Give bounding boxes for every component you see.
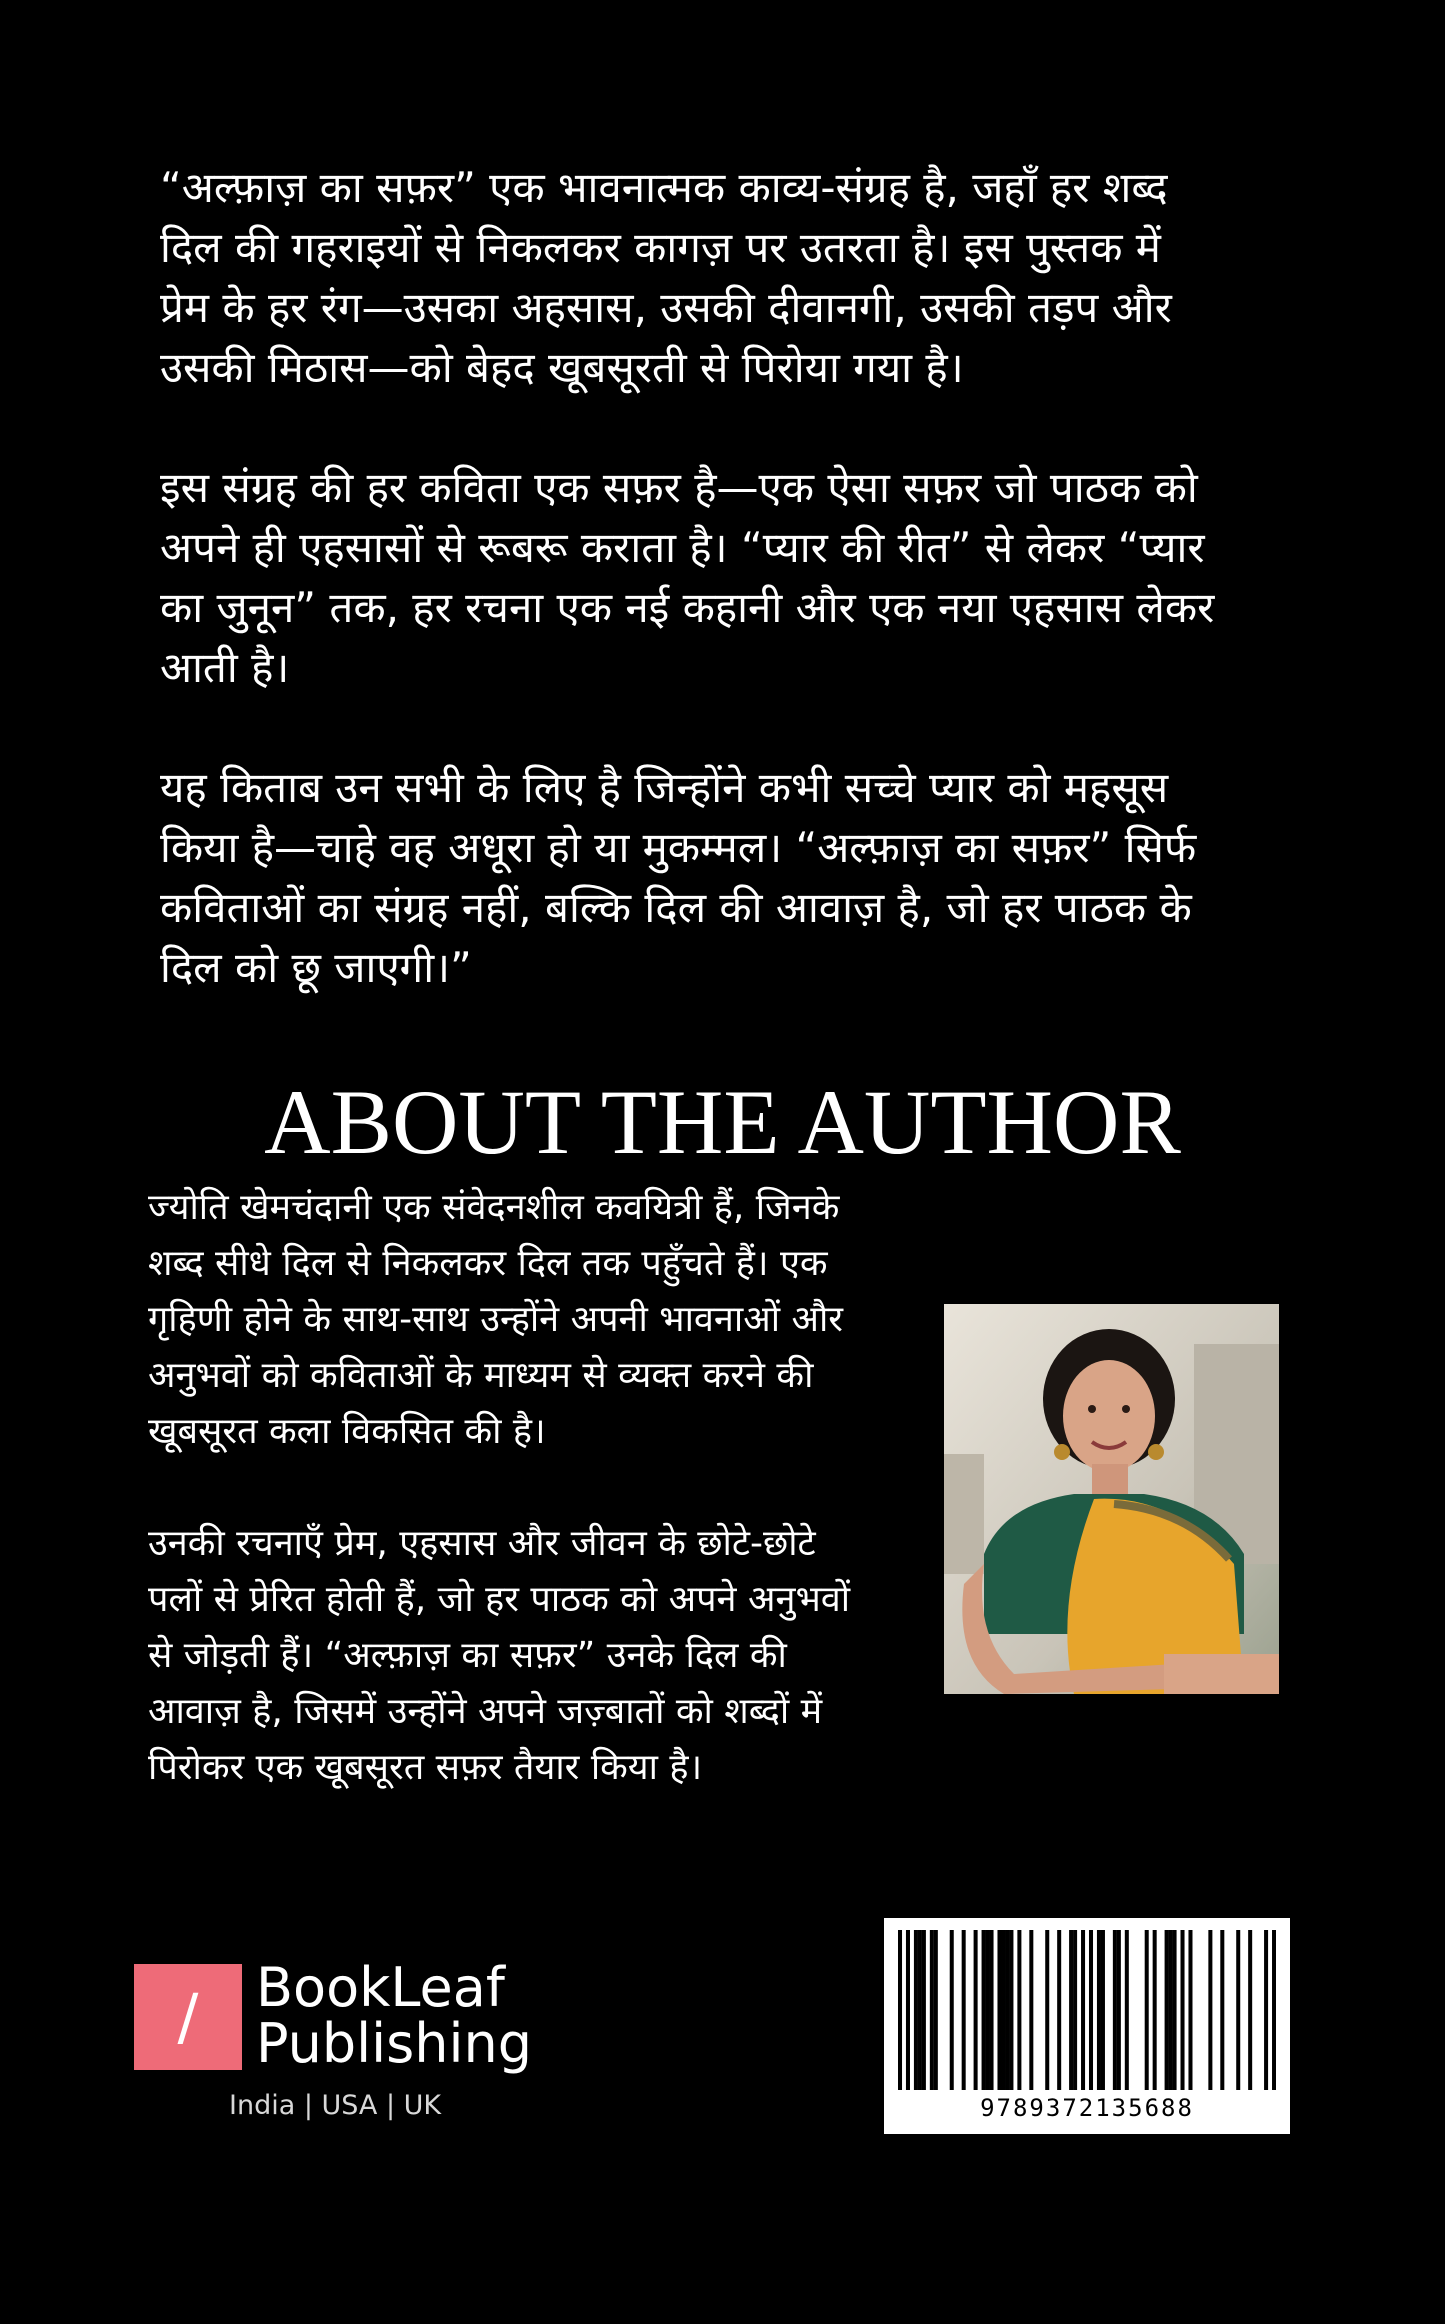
back-cover-blurb — [160, 158, 1220, 1058]
about-author-heading: ABOUT THE AUTHOR — [264, 1071, 1181, 1173]
barcode-bar — [1001, 1930, 1005, 2090]
barcode-bar — [1029, 1930, 1033, 2090]
barcode-bar — [990, 1930, 994, 2090]
author-portrait-illustration — [944, 1304, 1279, 1694]
barcode-bar — [1097, 1930, 1101, 2090]
barcode-bar — [974, 1930, 978, 2090]
isbn-number: 9789372135688 — [980, 2094, 1194, 2122]
barcode-bar — [1081, 1930, 1085, 2090]
barcode-bar — [1113, 1930, 1117, 2090]
barcode-bar — [986, 1930, 990, 2090]
isbn-barcode — [884, 1918, 1290, 2134]
barcode-bar — [950, 1930, 954, 2090]
barcode-bar — [930, 1930, 934, 2090]
barcode-bar — [1145, 1930, 1149, 2090]
barcode-bar — [934, 1930, 938, 2090]
publisher-name — [256, 1956, 532, 2075]
barcode-bar — [962, 1930, 966, 2090]
barcode-bar — [1188, 1930, 1192, 2090]
barcode-bar — [1057, 1930, 1061, 2090]
author-bio-paragraph-1: ज्योति खेमचंदानी एक संवेदनशील कवयित्री हैं, जिनके शब्द सीधे दिल से निकलकर दिल तक पहुँचते हैं। एक गृहिणी होने के साथ-साथ उन्होंने अपनी भावनाओं और अनुभवों को कविताओं के माध्यम से व्यक्त करने की खूबसूरत कला विकसित की है। — [148, 1187, 844, 1452]
barcode-bar — [1173, 1930, 1177, 2090]
author-photo — [944, 1304, 1279, 1694]
barcode-bar — [1045, 1930, 1049, 2090]
barcode-bar — [1220, 1930, 1224, 2090]
barcode-bar — [914, 1930, 918, 2090]
barcode-bar — [1169, 1930, 1173, 2090]
barcode-bar — [918, 1930, 922, 2090]
blurb-paragraph-2: इस संग्रह की हर कविता एक सफ़र है—एक ऐसा सफ़र जो पाठक को अपने ही एहसासों से रूबरू कराता है। “प्यार की रीत” से लेकर “प्यार का जुनून” तक, हर रचना एक नई कहानी और एक नया एहसास लेकर आती है। — [160, 463, 1215, 692]
publisher-logo-mark — [134, 1964, 242, 2070]
barcode-bar — [906, 1930, 910, 2090]
barcode-bar — [997, 1930, 1001, 2090]
barcode-bar — [1101, 1930, 1105, 2090]
blurb-paragraph-3: यह किताब उन सभी के लिए है जिन्होंने कभी सच्चे प्यार को महसूस किया है—चाहे वह अधूरा हो या मुकम्मल। “अल्फ़ाज़ का सफ़र” सिर्फ कविताओं का संग्रह नहीं, बल्कि दिल की आवाज़ है, जो हर पाठक के दिल को छू जाएगी।” — [160, 763, 1197, 992]
barcode-bar — [1236, 1930, 1240, 2090]
barcode-bar — [982, 1930, 986, 2090]
blurb-paragraph-1: “अल्फ़ाज़ का सफ़र” एक भावनात्मक काव्य-संग्रह है, जहाँ हर शब्द दिल की गहराइयों से निकलकर कागज़ पर उतरता है। इस पुस्तक में प्रेम के हर रंग—उसका अहसास, उसकी दीवानगी, उसकी तड़प और उसकी मिठास—को बेहद खूबसूरती से पिरोया गया है। — [160, 163, 1172, 392]
publisher-logo — [134, 1956, 554, 2160]
publisher-regions: India | USA | UK — [229, 2090, 442, 2121]
author-bio — [148, 1180, 878, 1852]
barcode-bar — [1017, 1930, 1021, 2090]
author-bio-paragraph-2: उनकी रचनाएँ प्रेम, एहसास और जीवन के छोटे-छोटे पलों से प्रेरित होती हैं, जो हर पाठक को अपने अनुभवों से जोड़ती हैं। “अल्फ़ाज़ का सफ़र” उनके दिल की आवाज़ है, जिसमें उन्होंने अपने जज़्बातों को शब्दों में पिरोकर एक खूबसूरत सफ़र तैयार किया है। — [148, 1523, 851, 1788]
barcode-bar — [1117, 1930, 1121, 2090]
barcode-bar — [1009, 1930, 1013, 2090]
barcode-bar — [1248, 1930, 1252, 2090]
barcode-bar — [1069, 1930, 1073, 2090]
slash-icon: / — [177, 1980, 199, 2053]
publisher-name-line-2: Publishing — [256, 2012, 532, 2075]
barcode-bar — [1264, 1930, 1268, 2090]
barcode-bar — [1181, 1930, 1185, 2090]
barcode-bar — [922, 1930, 926, 2090]
barcode-bars — [898, 1930, 1276, 2090]
publisher-name-line-1: BookLeaf — [256, 1956, 505, 2019]
barcode-bar — [1125, 1930, 1129, 2090]
barcode-bar — [1089, 1930, 1093, 2090]
barcode-bar — [898, 1930, 902, 2090]
barcode-bar — [1073, 1930, 1077, 2090]
barcode-bar — [1153, 1930, 1157, 2090]
barcode-bar — [1165, 1930, 1169, 2090]
barcode-bar — [1272, 1930, 1276, 2090]
barcode-bar — [1005, 1930, 1009, 2090]
barcode-bar — [1208, 1930, 1212, 2090]
